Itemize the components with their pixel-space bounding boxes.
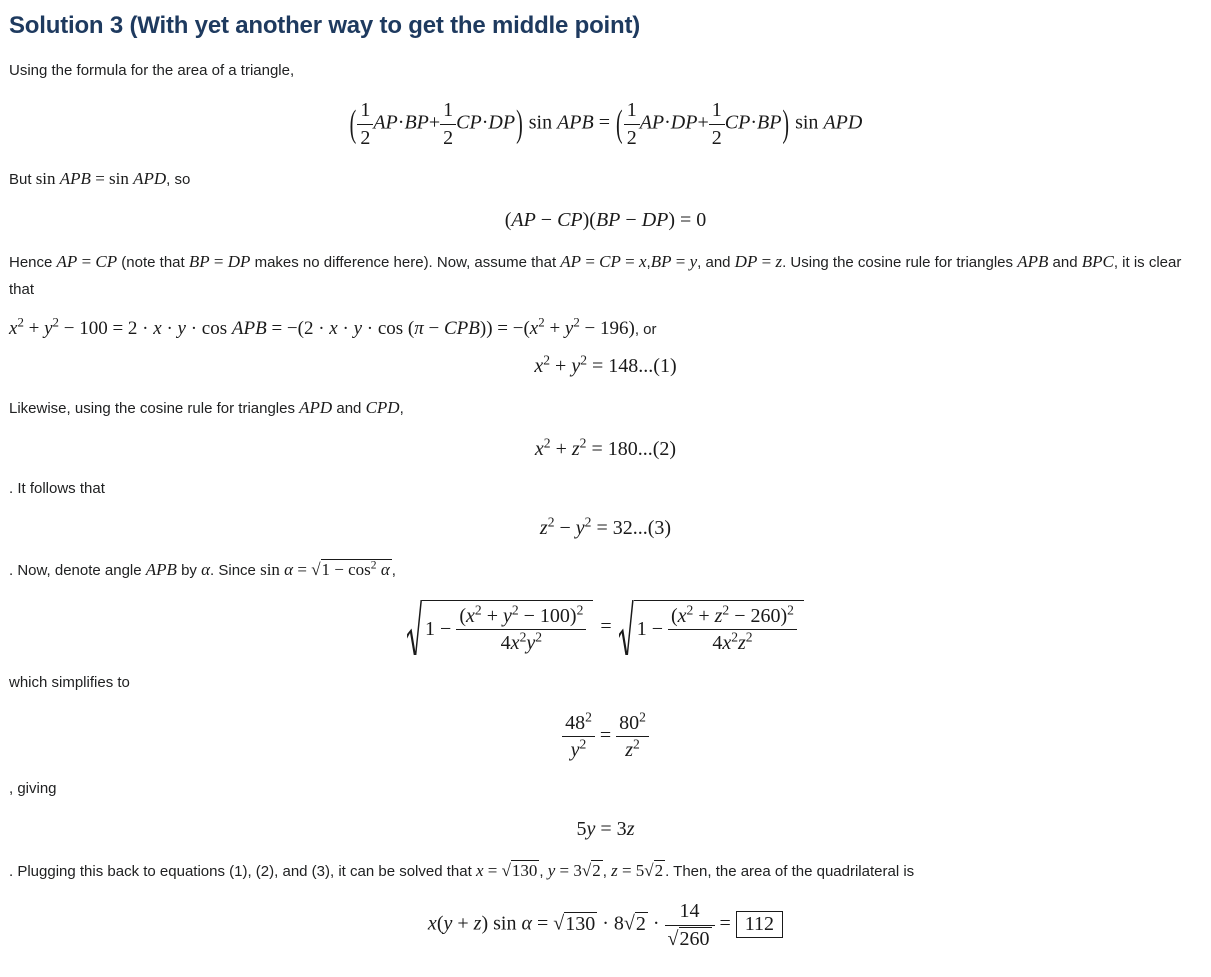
equation-product-zero: (AP − CP)(BP − DP) = 0 <box>504 208 707 231</box>
equation-final-answer: x(y + z) sin α = √130 · 8√2 · $\frac{14}{√260}$ = 112 <box>9 900 1202 950</box>
paragraph-intro: Using the formula for the area of a triangle, <box>9 62 295 79</box>
paragraph-but-sin: But sin APB = sin APD, so <box>9 169 191 189</box>
equation-3: $z^2 - y^2 = 32...(3)$ <box>539 514 672 539</box>
paragraph-likewise: Likewise, using the cosine rule for triangles APD and CPD, <box>9 397 404 417</box>
equation-2: $x^2 + z^2 = 180...(2)$ <box>534 434 677 460</box>
paragraph-plugging-back: . Plugging this back to equations (1), (2), and (3), it can be solved that x = √130 , y = 3√2 , z = 5√2 . Then, the area of the quadrilateral is <box>9 860 915 880</box>
paragraph-simplifies: which simplifies to <box>9 674 130 692</box>
equation-cosine-rule-line: $x^2 + y^2 - 100 = 2 \cdot x \cdot y \cdot \cos$ APB = $-(2 \cdot x \cdot y \cdot \cos (\pi - CPB)) = -(x^2 + y^2 - 196)$, or <box>9 314 657 339</box>
paragraph-it-follows: . It follows that <box>9 479 105 497</box>
equation-5y-3z: 5y = 3z <box>576 817 635 840</box>
page-title: Solution 3 (With yet another way to get the middle point) <box>9 12 641 39</box>
paragraph-giving: , giving <box>9 780 57 798</box>
equation-sqrt-equality: 1 − $\frac{(x^2 + y^2 - 100)^2}{4x^2y^2}$ = 1 − $\frac{(x^2 + z^2 - 260)^2}{4x^2z^2}$ <box>9 600 1202 656</box>
equation-ratio: $\frac{48^2}{y^2}$ = $\frac{80^2}{z^2}$ <box>9 712 1202 762</box>
equation-area-formula: ( $\frac{1}{2}$ AP·BP+ $\frac{1}{2}$ CP·DP) sin APB = ( $\frac{1}{2}$ AP·DP+ $\frac{1}{2}$ CP·BP) sin APD <box>349 99 863 149</box>
equation-1: $x^2 + y^2 = 148...(1)$ <box>534 352 677 377</box>
paragraph-denote-alpha: . Now, denote angle APB by α. Since $\sin \alpha = √1 - \cos^2 \alpha$ , <box>9 558 396 579</box>
paragraph-hence-assume: Hence AP = CP (note that BP = DP makes no difference here). Now, assume that AP = CP = x,BP = y, and DP = z. Using the cosine rule for triangles APB and BPC, it is clear that <box>9 251 1182 298</box>
